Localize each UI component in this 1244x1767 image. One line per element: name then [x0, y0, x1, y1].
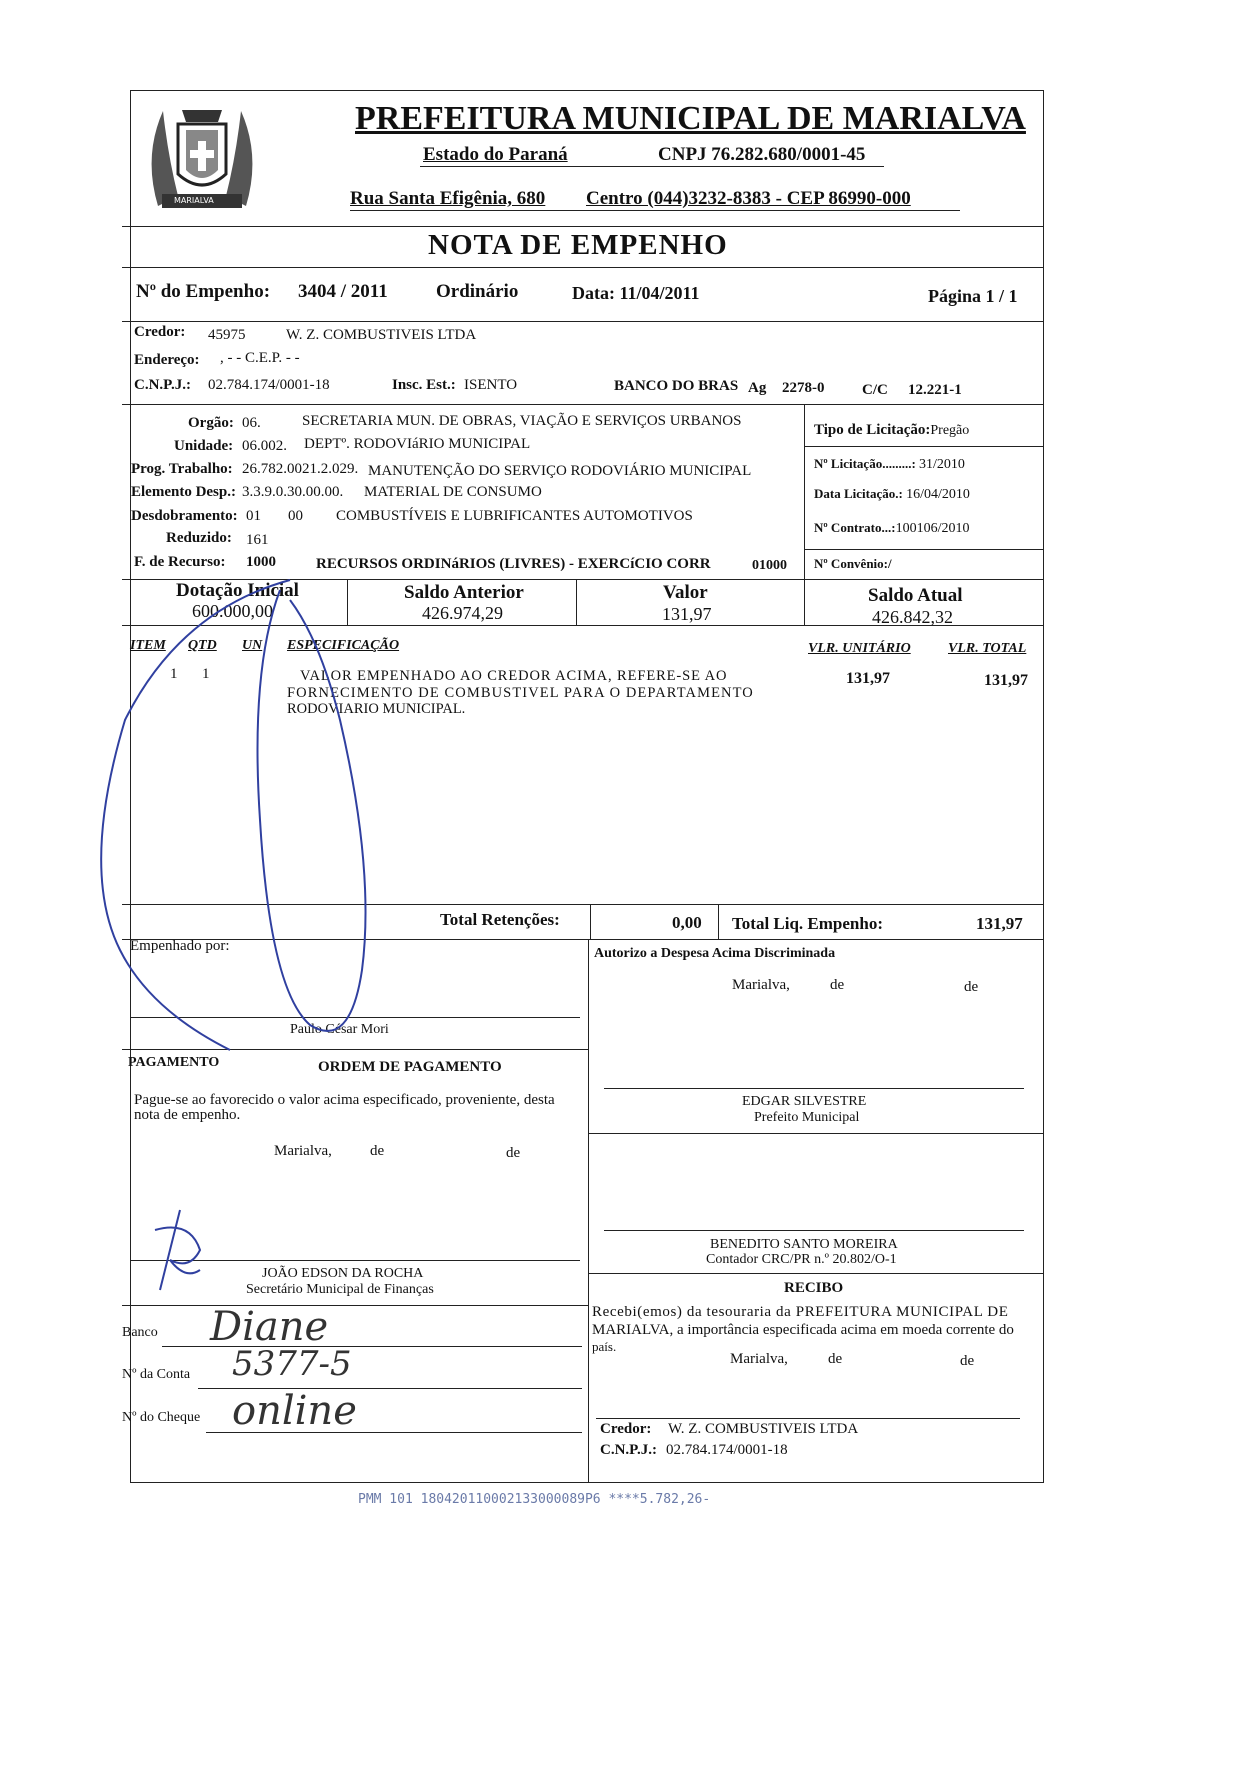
atual-label: Saldo Atual [868, 585, 963, 606]
divider-credor-top [122, 321, 1044, 322]
contador-name: BENEDITO SANTO MOREIRA [710, 1237, 898, 1252]
pagamento-text2: nota de empenho. [134, 1107, 241, 1123]
valor-value: 131,97 [662, 604, 712, 624]
banco-label: Banco [122, 1325, 158, 1340]
elem-code: 3.3.9.0.30.00.00. [242, 484, 344, 500]
address-text: Rua Santa Efigênia, 680 [350, 188, 546, 209]
autorizo-de1: de [830, 977, 845, 993]
insc-value: ISENTO [464, 377, 518, 393]
credor-cnpj: 02.784.174/0001-18 [208, 377, 330, 393]
cc-label: C/C [862, 382, 888, 398]
licit-tipo-label: Tipo de Licitação:Pregão [814, 422, 970, 438]
licit-line1 [804, 446, 1044, 447]
state-underline [420, 166, 884, 167]
recibo-sign-line [596, 1418, 1020, 1419]
pagamento-de2: de [506, 1145, 521, 1161]
recibo-place: Marialva, [730, 1351, 788, 1367]
valor-label: Valor [663, 582, 708, 603]
licit-tipo-value: Pregão [930, 423, 970, 438]
prefeito-name: EDGAR SILVESTRE [742, 1094, 867, 1109]
unidade-name: DEPTº. RODOVIáRIO MUNICIPAL [304, 436, 531, 452]
col-un: UN [242, 638, 263, 653]
recibo-cnpj: 02.784.174/0001-18 [666, 1442, 788, 1458]
reduz-value: 161 [246, 532, 269, 548]
cheque-handwritten: online [232, 1388, 357, 1434]
licit-line2 [804, 549, 1044, 550]
prefeito-sign-line [604, 1088, 1024, 1089]
orgao-label: Orgão: [188, 415, 234, 431]
totals-div2 [718, 904, 719, 940]
recibo-title: RECIBO [784, 1280, 844, 1296]
recibo-de2: de [960, 1353, 975, 1369]
autorizo-place: Marialva, [732, 977, 790, 993]
item-total-value: 131,97 [984, 672, 1028, 689]
address-label: Endereço: [134, 352, 200, 368]
dotacao-label: Dotação Inicial [176, 580, 299, 601]
item-qtd: 1 [202, 666, 210, 682]
licit-contrato-value: 100106/2010 [895, 521, 970, 536]
desd-code2: 00 [288, 508, 303, 524]
divider-prefeito-bottom [588, 1133, 1044, 1134]
licit-num-value: 31/2010 [919, 457, 965, 472]
empenho-date: Data: 11/04/2011 [572, 283, 700, 303]
empenho-number: 3404 / 2011 [298, 281, 388, 302]
credor-address: , - - C.E.P. - - [220, 350, 300, 366]
recibo-text1: Recebi(emos) da tesouraria da PREFEITURA MUNICIPAL DE [592, 1304, 1009, 1320]
prog-name: MANUTENÇÃO DO SERVIÇO RODOVIÁRIO MUNICIPAL [368, 463, 752, 479]
fonte-code2: 01000 [752, 558, 787, 573]
ink-loop-left [101, 580, 290, 1050]
item-spec-3: RODOVIARIO MUNICIPAL. [287, 701, 466, 717]
desd-code1: 01 [246, 508, 261, 524]
cnpj-text: CNPJ 76.282.680/0001-45 [658, 144, 866, 165]
divider-recibo-top [588, 1273, 1044, 1274]
pagamento-place: Marialva, [274, 1143, 332, 1159]
contador-role: Contador CRC/PR n.º 20.802/O-1 [706, 1252, 897, 1267]
conta-handwritten: 5377-5 [232, 1344, 352, 1384]
pagamento-de1: de [370, 1143, 385, 1159]
item-number: 1 [170, 666, 178, 682]
licit-convenio-label: Nº Convênio:/ [814, 556, 892, 571]
recibo-text3: país. [592, 1339, 617, 1354]
fonte-label: F. de Recurso: [134, 554, 226, 570]
credor-label: Credor: [134, 324, 186, 340]
liq-value: 131,97 [976, 914, 1023, 933]
prefeito-role: Prefeito Municipal [754, 1110, 860, 1125]
cheque-label: Nº do Cheque [122, 1410, 201, 1425]
col-total: VLR. TOTAL [948, 641, 1027, 656]
saldo-div3 [804, 579, 805, 625]
recibo-text2: MARIALVA, a importância especificada acima em moeda corrente do [592, 1322, 1014, 1338]
ag-label: Ag [748, 380, 767, 396]
conta-label: Nº da Conta [122, 1367, 191, 1382]
autorizo-de2: de [964, 979, 979, 995]
cc-value: 12.221-1 [908, 382, 962, 398]
recibo-credor-label: Credor: [600, 1421, 652, 1437]
autorizo-label: Autorizo a Despesa Acima Discriminada [594, 946, 836, 961]
credor-code: 45975 [208, 327, 246, 343]
licitacao-divider [804, 404, 805, 580]
orgao-code: 06. [242, 415, 261, 431]
licit-contrato-label: Nº Contrato...:100106/2010 [814, 520, 970, 536]
fonte-name: RECURSOS ORDINáRIOS (LIVRES) - EXERCíCIO CORR [316, 556, 711, 572]
anterior-label: Saldo Anterior [404, 582, 524, 603]
elem-label: Elemento Desp.: [131, 484, 236, 500]
finance-signature [155, 1210, 200, 1290]
atual-value: 426.842,32 [872, 607, 953, 627]
center-divider [588, 939, 589, 1483]
banco-handwritten: Diane [210, 1304, 329, 1350]
credor-name: W. Z. COMBUSTIVEIS LTDA [286, 327, 477, 343]
ag-value: 2278-0 [782, 380, 825, 396]
doc-title: NOTA DE EMPENHO [428, 229, 728, 261]
licit-data-label: Data Licitação.: 16/04/2010 [814, 486, 970, 502]
credor-cnpj-label: C.N.P.J.: [134, 377, 191, 393]
licit-num-label: Nº Licitação.........: 31/2010 [814, 456, 965, 472]
empenho-label: Nº do Empenho: [136, 281, 271, 302]
col-unit: VLR. UNITÁRIO [808, 641, 911, 656]
empenho-type: Ordinário [436, 281, 519, 302]
unidade-code: 06.002. [242, 438, 287, 454]
ink-loop-right [258, 590, 366, 1031]
municipal-crest [138, 96, 266, 220]
state-text: Estado do Paraná [423, 144, 568, 165]
col-qtd: QTD [188, 638, 217, 653]
district-phone-text: Centro (044)3232-8383 - CEP 86990-000 [586, 188, 911, 209]
divider-budget-top [122, 404, 1044, 405]
item-spec-2: FORNECIMENTO DE COMBUSTIVEL PARA O DEPARTAMENTO [287, 685, 754, 701]
col-spec: ESPECIFICAÇÃO [287, 638, 400, 653]
liq-label: Total Liq. Empenho: [732, 914, 883, 933]
licit-data-value: 16/04/2010 [906, 487, 970, 502]
col-item: ITEM [130, 638, 166, 653]
fonte-code: 1000 [246, 554, 276, 570]
empenhado-signer: Paulo César Mori [290, 1022, 389, 1037]
recibo-credor: W. Z. COMBUSTIVEIS LTDA [668, 1421, 859, 1437]
dotacao-value: 600.000,00 [192, 601, 273, 621]
pagamento-title: ORDEM DE PAGAMENTO [318, 1059, 502, 1075]
bank-name: BANCO DO BRAS [614, 378, 739, 394]
desd-label: Desdobramento: [131, 508, 238, 524]
recibo-cnpj-label: C.N.P.J.: [600, 1442, 657, 1458]
prog-label: Prog. Trabalho: [131, 461, 233, 477]
footer-stamp: PMM 101 180420110002133000089P6 ****5.782,26- [358, 1492, 711, 1507]
secretario-name: JOÃO EDSON DA ROCHA [262, 1266, 424, 1281]
desd-name: COMBUSTÍVEIS E LUBRIFICANTES AUTOMOTIVOS [336, 508, 693, 524]
handwritten-marks [100, 570, 500, 1310]
retencoes-value: 0,00 [672, 913, 702, 932]
insc-label: Insc. Est.: [392, 377, 456, 393]
divider-title-top [122, 226, 1044, 227]
item-unit-value: 131,97 [846, 670, 890, 687]
anterior-value: 426.974,29 [422, 603, 503, 623]
address-underline [350, 210, 960, 211]
pagamento-text1: Pague-se ao favorecido o valor acima especificado, proveniente, desta [134, 1092, 555, 1108]
retencoes-label: Total Retenções: [440, 910, 560, 929]
item-spec-1: VALOR EMPENHADO AO CREDOR ACIMA, REFERE-SE AO [300, 668, 728, 684]
reduz-label: Reduzido: [166, 530, 232, 546]
secretario-role: Secretário Municipal de Finanças [246, 1282, 434, 1297]
recibo-de1: de [828, 1351, 843, 1367]
crest-banner-text: MARIALVA [174, 196, 214, 205]
saldo-div2 [576, 579, 577, 625]
pagamento-label: PAGAMENTO [128, 1055, 220, 1070]
page-number: Página 1 / 1 [928, 286, 1018, 306]
contador-sign-line [604, 1230, 1024, 1231]
prefeitura-title: PREFEITURA MUNICIPAL DE MARIALVA [355, 100, 1026, 137]
unidade-label: Unidade: [174, 438, 234, 454]
divider-title-bottom [122, 267, 1044, 268]
orgao-name: SECRETARIA MUN. DE OBRAS, VIAÇÃO E SERVIÇOS URBANOS [302, 413, 742, 429]
totals-div1 [590, 904, 591, 940]
empenhado-label: Empenhado por: [130, 938, 230, 954]
prog-code: 26.782.0021.2.029. [242, 461, 359, 477]
elem-name: MATERIAL DE CONSUMO [364, 484, 542, 500]
